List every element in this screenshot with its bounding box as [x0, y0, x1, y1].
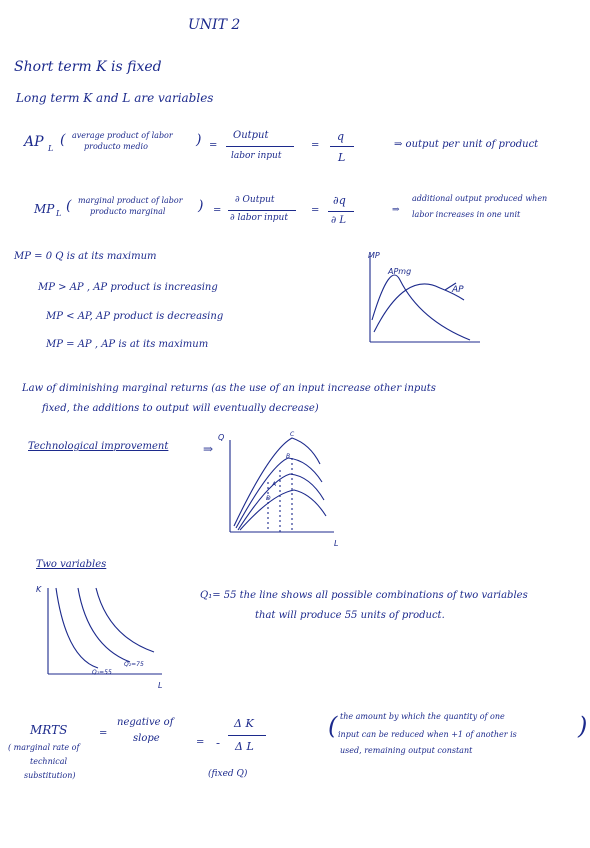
two-vars-desc-line2: that will produce 55 units of product. — [255, 610, 445, 621]
mp-open-paren: ( — [66, 198, 72, 214]
ap-equals-2: = — [311, 140, 320, 151]
long-term-line: Long term K and L are variables — [16, 91, 214, 105]
ap-denominator: labor input — [231, 151, 282, 161]
tech-label: Technological improvement — [28, 441, 169, 452]
ap-symbol: AP — [24, 134, 44, 150]
ap-curve — [374, 284, 464, 332]
mrts-denominator: Δ L — [235, 740, 254, 753]
graph1-ap-top-label: APmg — [388, 267, 412, 276]
two-vars-desc-line1: Q₁= 55 the line shows all possible combinations of two variables — [200, 590, 528, 601]
mp-fraction-bar — [228, 210, 296, 211]
mrts-def-open-paren: ( — [328, 712, 338, 740]
mrts-equals: = — [99, 728, 108, 739]
rule-2: MP > AP , AP product is increasing — [38, 282, 218, 293]
mp-close-paren: ) — [198, 198, 204, 214]
graph1-ap-label: AP — [452, 285, 464, 295]
ap-note: ⇒ output per unit of product — [394, 139, 539, 150]
ap-numerator: Output — [233, 130, 269, 141]
mp-numerator: ∂ Output — [235, 195, 275, 205]
mp-paren-line1: marginal product of labor — [78, 196, 183, 205]
ap-close-paren: ) — [196, 132, 202, 148]
mrts-full-line3: substitution) — [24, 771, 76, 780]
mp-implies-arrow: ⇒ — [392, 205, 400, 215]
tech-point-b: B — [286, 453, 291, 460]
ap-subscript: L — [48, 144, 54, 153]
mrts-minus: - — [216, 736, 221, 750]
ap-open-paren: ( — [60, 132, 66, 148]
ap-l: L — [338, 151, 346, 164]
mrts-full-line2: technical — [30, 757, 68, 766]
mp-ap-graph — [360, 250, 500, 350]
isoquant-graph — [30, 580, 170, 690]
short-term-line: Short term K is fixed — [14, 59, 162, 75]
mp-dq: ∂q — [333, 194, 346, 207]
ap-fraction-bar — [226, 146, 294, 147]
iso-q-high-label: Q₂=75 — [124, 661, 144, 668]
mp-paren-line2: producto marginal — [90, 207, 166, 216]
mrts-def-line1: the amount by which the quantity of one — [340, 712, 505, 721]
tech-point-d: D — [266, 495, 271, 502]
tech-x-label: L — [334, 539, 339, 548]
ap-paren-line1: average product of labor — [72, 131, 173, 140]
ap-equals: = — [209, 140, 218, 151]
mrts-def-line3: used, remaining output constant — [340, 746, 473, 755]
tech-curve-2 — [236, 458, 322, 528]
tech-point-a: A — [272, 481, 277, 488]
ap-q-bar — [330, 146, 354, 147]
rule-4: MP = AP , AP is at its maximum — [46, 339, 209, 350]
tech-graph — [210, 430, 350, 546]
mp-equals-2: = — [311, 205, 320, 216]
mp-equals: = — [213, 205, 222, 216]
mp-dl: ∂ L — [331, 215, 346, 226]
ap-q: q — [337, 130, 345, 143]
rule-1: MP = 0 Q is at its maximum — [14, 251, 157, 262]
page-title: UNIT 2 — [188, 17, 241, 33]
mp-note-line2: labor increases in one unit — [412, 210, 521, 219]
mrts-full-line1: ( marginal rate of — [8, 743, 80, 752]
diminishing-line1: Law of diminishing marginal returns (as the use of an input increase other inputs — [22, 383, 436, 394]
rule-3: MP < AP, AP product is decreasing — [46, 311, 224, 322]
isoquant-3 — [96, 588, 154, 652]
tech-curve-4 — [240, 490, 326, 530]
mp-note-line1: additional output produced when — [412, 194, 548, 203]
mrts-equals-2: = — [196, 737, 205, 748]
mrts-fixed-q: (fixed Q) — [208, 769, 248, 779]
mrts-fraction-bar — [228, 735, 266, 736]
mrts-abbr: MRTS — [30, 723, 68, 737]
mp-denominator: ∂ labor input — [230, 213, 288, 223]
ap-paren-line2: producto medio — [84, 142, 148, 151]
mrts-def-line2: input can be reduced when +1 of another is — [338, 730, 517, 739]
mrts-neg-line1: negative of — [117, 717, 174, 728]
iso-k-label: K — [36, 585, 42, 594]
mp-subscript: L — [56, 209, 62, 218]
tech-point-c: C — [290, 431, 295, 438]
iso-l-label: L — [158, 681, 163, 690]
diminishing-line2: fixed, the additions to output will eventually decrease) — [42, 403, 319, 414]
mrts-def-close-paren: ) — [578, 712, 588, 740]
mp-symbol: MP — [34, 202, 55, 216]
mrts-numerator: Δ K — [234, 717, 254, 730]
tech-arrow: ⇒ — [203, 442, 214, 456]
mrts-neg-line2: slope — [133, 733, 160, 744]
isoquant-2 — [78, 588, 130, 662]
mp-dq-bar — [328, 211, 354, 212]
tech-y-label: Q — [218, 433, 225, 442]
iso-q-low-label: Q₁=55 — [92, 669, 112, 676]
two-vars-label: Two variables — [36, 559, 107, 570]
graph1-y-label: MP — [368, 251, 380, 260]
